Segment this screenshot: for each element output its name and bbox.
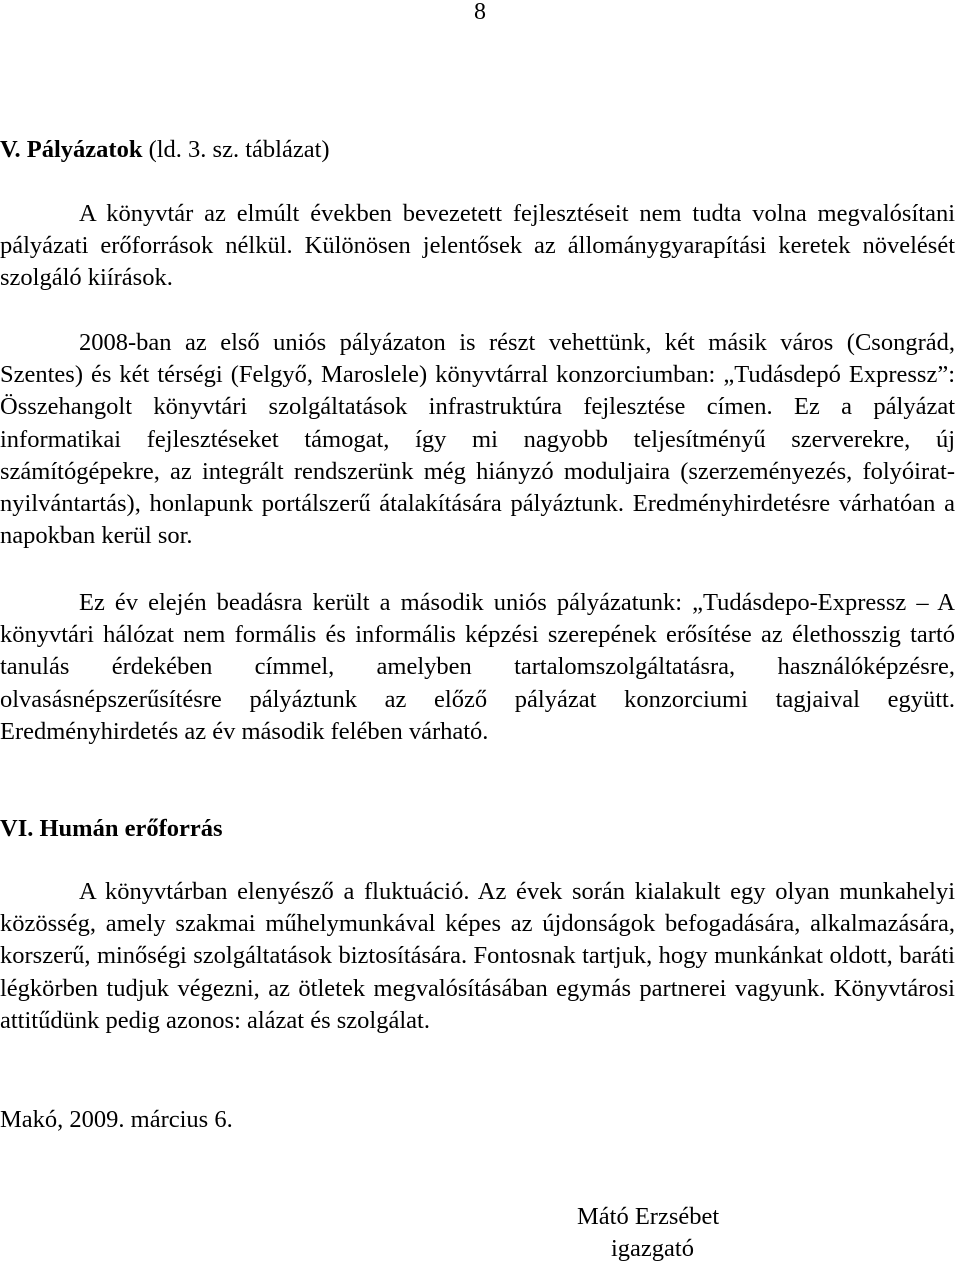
paragraph-human-resources	[0, 876, 955, 1037]
paragraph-palyazatok-intro	[0, 198, 955, 295]
section-heading-bold: V. Pályázatok	[0, 136, 143, 163]
paragraph-text: Ez év elején beadásra került a második uniós pályázatunk: „Tudásdepo-Expressz – A könyvtári hálózat nem formális és informális képzési szerepének erősítése az élethosszig tartó tanulás érdekében címmel, amelyben tartalomszolgáltatásra, használóképzésre, olvasásnépszerűsítésre pályáztunk az előző pályázat konzorciumi tagjaival együtt. Eredményhirdetés az év második felében várható.	[0, 589, 955, 745]
section-heading-bold: VI. Humán erőforrás	[0, 815, 223, 842]
signature-name: Mátó Erzsébet	[577, 1203, 720, 1230]
section-heading-palyazatok	[0, 134, 330, 166]
page-number: 8	[474, 0, 486, 25]
paragraph-text: A könyvtárban elenyésző a fluktuáció. Az évek során kialakult egy olyan munkahelyi közösség, amely szakmai műhelymunkával képes az újdonságok befogadására, alkalmazására, korszerű, minőségi szolgáltatások biztosítására. Fontosnak tartjuk, hogy munkánkat oldott, baráti légkörben tudjuk végezni, az ötletek megvalósításában egymás partnerei vagyunk. Könyvtárosi attitűdünk pedig azonos: alázat és szolgálat.	[0, 878, 955, 1034]
paragraph-first-eu-grant	[0, 327, 955, 552]
section-heading-note: (ld. 3. sz. táblázat)	[142, 136, 330, 163]
place-and-date: Makó, 2009. március 6.	[0, 1106, 233, 1133]
signature-title: igazgató	[611, 1235, 694, 1262]
section-heading-human-resources	[0, 813, 223, 845]
paragraph-text: 2008-ban az első uniós pályázaton is részt vehettünk, két másik város (Csongrád, Szentes) és két térségi (Felgyő, Maroslele) könyvtárral konzorciumban: „Tudásdepó Expressz”: Összehangolt könyvtári szolgáltatások infrastruktúra fejlesztése címen. Ez a pályázat informatikai fejlesztéseket támogat, így mi nagyobb teljesítményű szerverekre, új számítógépekre, az integrált rendszerünk még hiányzó moduljaira (szerzeményezés, folyóirat-nyilvántartás), honlapunk portálszerű átalakítására pályáztunk. Eredményhirdetésre várhatóan a napokban kerül sor.	[0, 329, 955, 550]
paragraph-text: A könyvtár az elmúlt években bevezetett fejlesztéseit nem tudta volna megvalósítani pályázati erőforrások nélkül. Különösen jelentősek az állománygyarapítási keretek növelését szolgáló kiírások.	[0, 200, 955, 292]
paragraph-second-eu-grant	[0, 587, 955, 748]
